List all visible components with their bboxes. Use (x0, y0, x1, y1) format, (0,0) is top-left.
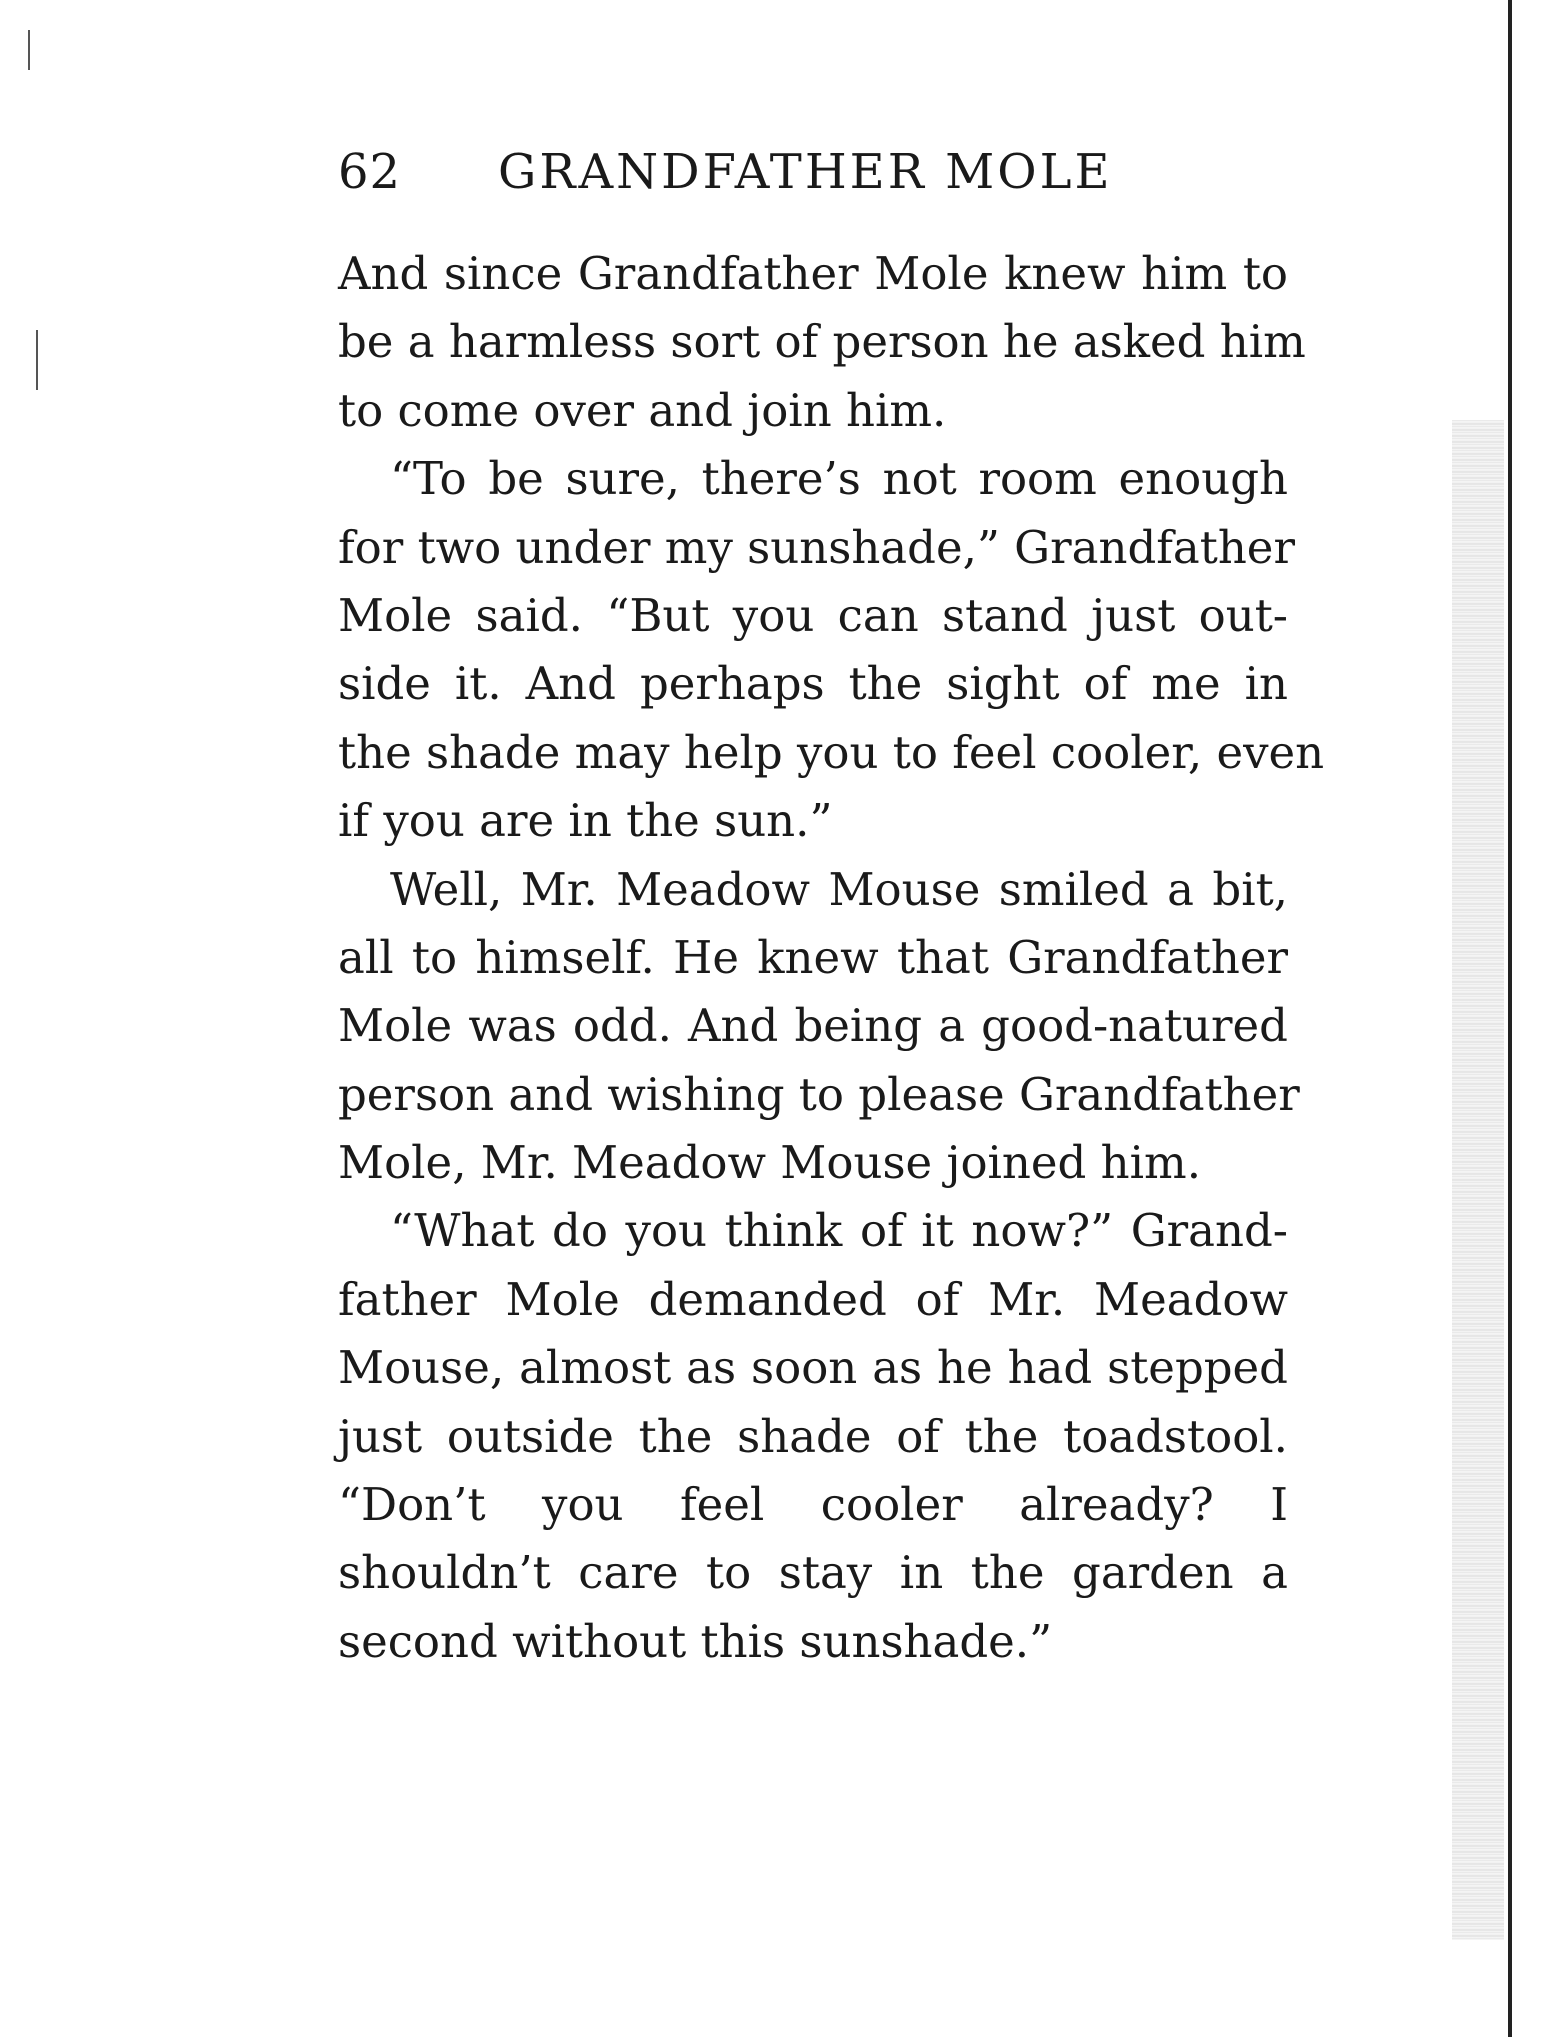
text-line: to come over and join him. (338, 383, 947, 437)
text-line: side it. And perhaps the sight of me in (338, 657, 1288, 711)
binding-edge (1508, 0, 1512, 2037)
running-head (338, 142, 1288, 202)
book-title: GRANDFATHER MOLE (498, 144, 1113, 200)
text-line: for two under my sunshade,” Grandfather (338, 520, 1295, 574)
text-line: “Don’t you feel cooler already? I (338, 1478, 1288, 1532)
text-line: Mole said. “But you can stand just out- (338, 588, 1288, 642)
text-line: person and wishing to please Grandfather (338, 1067, 1300, 1121)
page-number: 62 (338, 144, 402, 200)
text-line: all to himself. He knew that Grandfather (338, 930, 1288, 984)
text-line: And since Grandfather Mole knew him to (338, 247, 1288, 300)
binding-shadow (1452, 420, 1504, 1940)
text-line: Mouse, almost as soon as he had stepped (338, 1341, 1288, 1395)
text-line: just outside the shade of the toadstool. (338, 1409, 1288, 1463)
text-line: if you are in the sun.” (338, 794, 833, 848)
text-line: Mole, Mr. Meadow Mouse joined him. (338, 1136, 1201, 1190)
text-line: Well, Mr. Meadow Mouse smiled a bit, (390, 862, 1288, 916)
text-line: father Mole demanded of Mr. Meadow (338, 1272, 1288, 1326)
paper-speck (28, 30, 30, 70)
paper-speck (36, 330, 38, 390)
body-text (338, 240, 1325, 1676)
text-line: the shade may help you to feel cooler, even (338, 725, 1325, 779)
text-line: second without this sunshade.” (338, 1614, 1053, 1668)
text-line: be a harmless sort of person he asked him (338, 315, 1306, 369)
text-line: “What do you think of it now?” Grand- (390, 1204, 1288, 1258)
text-line: shouldn’t care to stay in the garden a (338, 1546, 1288, 1600)
text-line: Mole was odd. And being a good-natured (338, 999, 1288, 1053)
text-line: “To be sure, there’s not room enough (390, 452, 1288, 506)
